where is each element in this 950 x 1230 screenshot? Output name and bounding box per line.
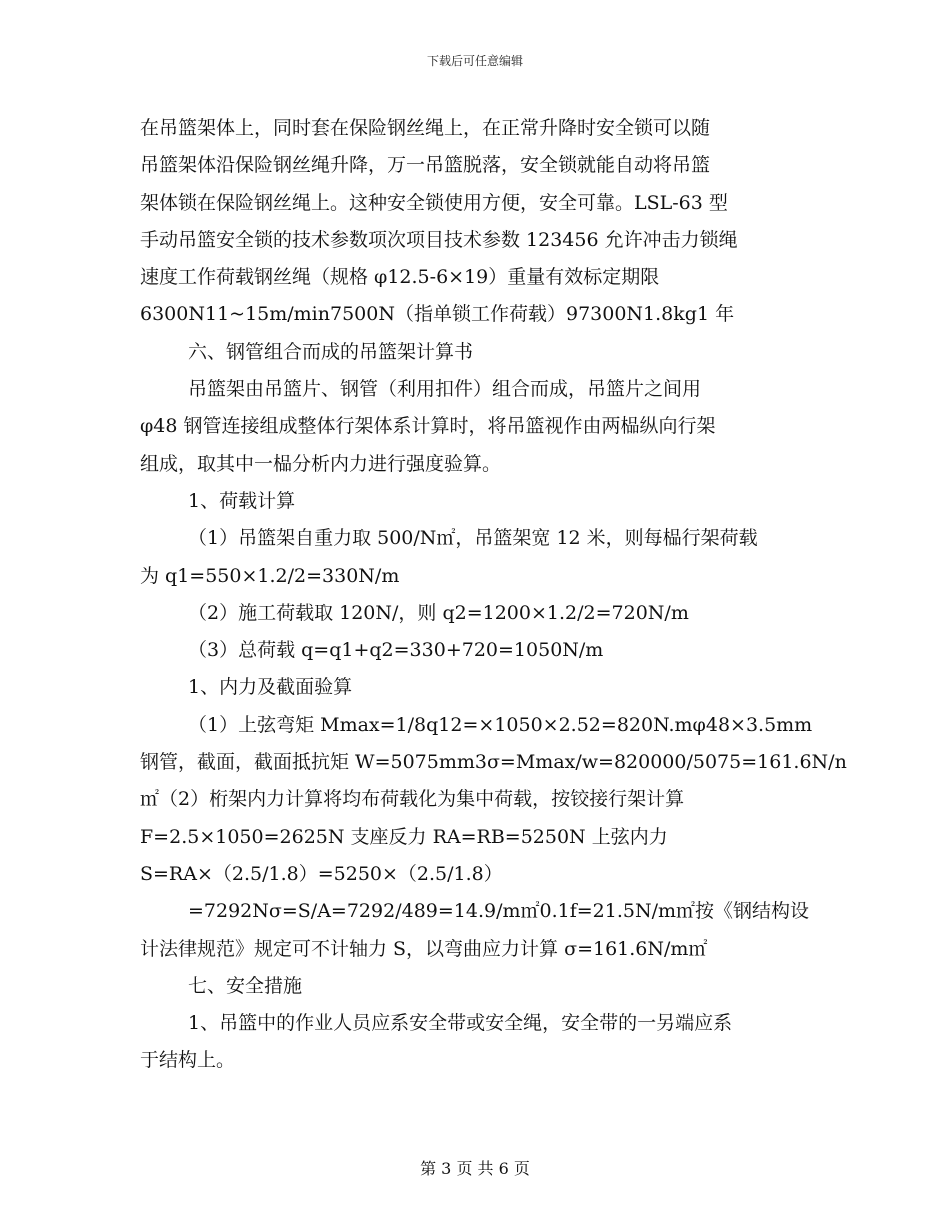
text-line: 1、荷载计算 xyxy=(188,489,296,512)
text-line: 6300N11~15m/min7500N（指单锁工作荷载）97300N1.8kg1 年 xyxy=(140,303,735,326)
text-line: 架体锁在保险钢丝绳上。这种安全锁使用方便，安全可靠。LSL-63 型 xyxy=(140,191,728,214)
text-line: 组成，取其中一榀分析内力进行强度验算。 xyxy=(140,452,502,475)
text-line: 1、内力及截面验算 xyxy=(188,676,353,699)
text-line: 六、钢管组合而成的吊篮架计算书 xyxy=(188,340,474,363)
text-line: S=RA×（2.5/1.8）=5250×（2.5/1.8） xyxy=(140,862,503,885)
text-line: （2）施工荷载取 120N/，则 q2=1200×1.2/2=720N/m xyxy=(188,601,689,624)
text-line: 1、吊篮中的作业人员应系安全带或安全绳，安全带的一另端应系 xyxy=(188,1012,733,1035)
text-line: （1）上弦弯矩 Mmax=1/8q12=×1050×2.52=820N.mφ48×3.5mm xyxy=(188,713,813,736)
text-line: 吊篮架体沿保险钢丝绳升降，万一吊篮脱落，安全锁就能自动将吊篮 xyxy=(140,154,711,177)
text-line: （3）总荷载 q=q1+q2=330+720=1050N/m xyxy=(188,639,604,662)
text-line: 手动吊篮安全锁的技术参数项次项目技术参数 123456 允许冲击力锁绳 xyxy=(140,228,738,251)
text-line: 钢管，截面，截面抵抗矩 W=5075mm3σ=Mmax/w=820000/5075=161.6N/n xyxy=(140,751,847,774)
text-line: 吊篮架由吊篮片、钢管（利用扣件）组合而成，吊篮片之间用 xyxy=(188,378,702,401)
text-line: 计法律规范》规定可不计轴力 S，以弯曲应力计算 σ=161.6N/m㎡ xyxy=(140,937,708,960)
document-body xyxy=(140,110,847,1080)
text-line: F=2.5×1050=2625N 支座反力 RA=RB=5250N 上弦内力 xyxy=(140,825,668,848)
text-line: 在吊篮架体上，同时套在保险钢丝绳上，在正常升降时安全锁可以随 xyxy=(140,117,711,139)
text-line: 七、安全措施 xyxy=(188,974,303,997)
page-footer: 第 3 页 共 6 页 xyxy=(420,1159,530,1178)
text-line: 速度工作荷载钢丝绳（规格 φ12.5-6×19）重量有效标定期限 xyxy=(140,266,660,289)
text-line: 于结构上。 xyxy=(140,1049,236,1072)
text-line: φ48 钢管连接组成整体行架体系计算时，将吊篮视作由两榀纵向行架 xyxy=(140,415,716,438)
text-line: （1）吊篮架自重力取 500/N㎡，吊篮架宽 12 米，则每榀行架荷载 xyxy=(188,527,758,550)
text-line: 为 q1=550×1.2/2=330N/m xyxy=(140,564,400,587)
text-line: ㎡（2）桁架内力计算将均布荷载化为集中荷载，按铰接行架计算 xyxy=(140,788,685,811)
page-header: 下载后可任意编辑 xyxy=(426,54,523,68)
text-line: =7292Nσ=S/A=7292/489=14.9/m㎡0.1f=21.5N/m㎡按《钢结构设 xyxy=(188,900,810,923)
